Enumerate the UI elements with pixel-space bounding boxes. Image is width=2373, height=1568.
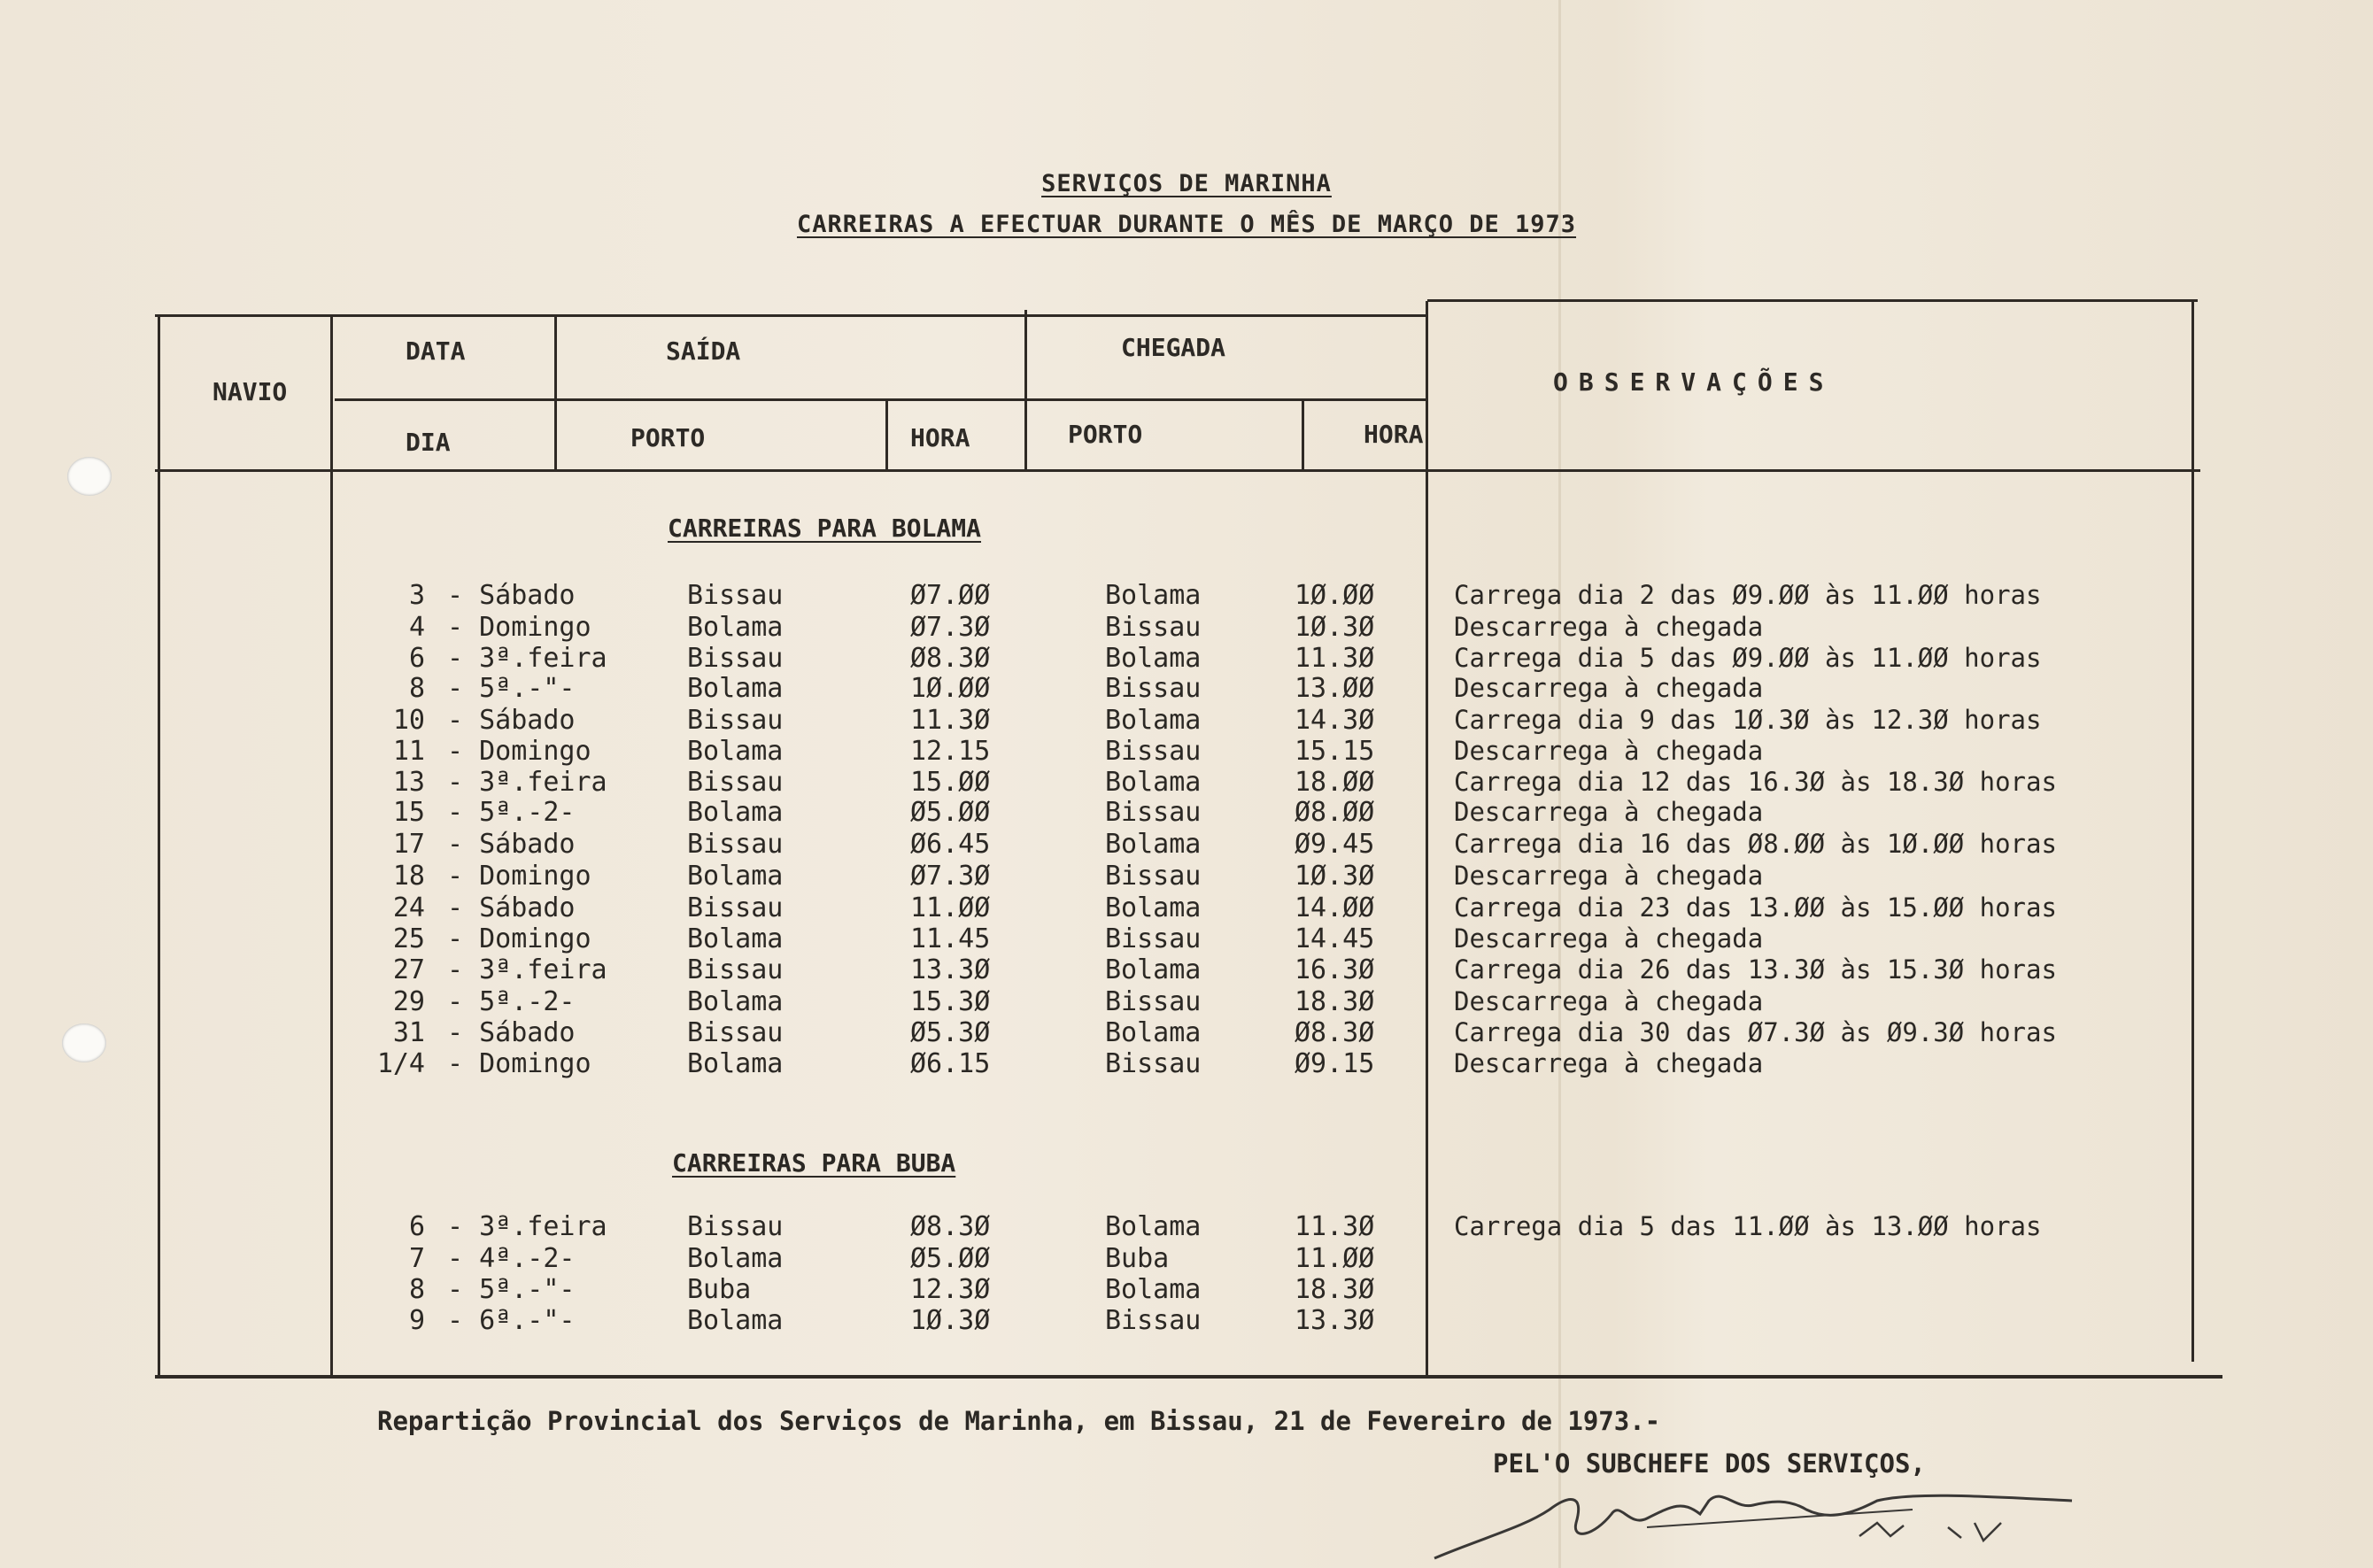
header-hora-chegada: HORA <box>1364 420 1424 449</box>
cell-saida-hora: Ø5.ØØ <box>910 1243 991 1274</box>
cell-chegada-hora: 18.3Ø <box>1295 986 1375 1017</box>
cell-obs: Descarrega à chegada <box>1454 797 1764 827</box>
cell-saida-porto: Bolama <box>687 1243 784 1274</box>
table-row <box>0 1017 2373 1049</box>
cell-chegada-hora: 1Ø.ØØ <box>1295 580 1375 611</box>
cell-day: - 6ª.-"- <box>447 1305 576 1336</box>
cell-saida-porto: Bolama <box>687 612 784 643</box>
cell-chegada-porto: Bissau <box>1105 1305 1202 1336</box>
cell-day: - Sábado <box>447 580 576 611</box>
cell-saida-porto: Bissau <box>687 892 784 923</box>
cell-day: - Domingo <box>447 1048 591 1079</box>
cell-saida-porto: Bolama <box>687 861 784 892</box>
cell-chegada-porto: Bolama <box>1105 892 1202 923</box>
cell-saida-hora: 1Ø.ØØ <box>910 673 991 704</box>
header-observacoes: OBSERVAÇÕES <box>1553 367 1835 397</box>
cell-obs: Carrega dia 23 das 13.ØØ às 15.ØØ horas <box>1454 892 2057 923</box>
cell-day: - Domingo <box>447 736 591 767</box>
cell-obs: Carrega dia 5 das 11.ØØ às 13.ØØ horas <box>1454 1211 2042 1241</box>
cell-saida-hora: 13.3Ø <box>910 954 991 985</box>
table-row <box>0 580 2373 612</box>
cell-saida-porto: Bolama <box>687 923 784 954</box>
cell-num: 10 <box>392 705 425 736</box>
footer-location-date: Repartição Provincial dos Serviços de Marinha, em Bissau, 21 de Fevereiro de 1973.- <box>377 1406 1661 1436</box>
section-title-bolama: CARREIRAS PARA BOLAMA <box>668 514 982 543</box>
cell-num: 4 <box>408 612 425 643</box>
cell-num: 1/4 <box>376 1048 425 1079</box>
cell-saida-hora: 11.3Ø <box>910 705 991 736</box>
cell-saida-hora: Ø6.15 <box>910 1048 991 1079</box>
table-row <box>0 1305 2373 1337</box>
cell-chegada-hora: Ø8.ØØ <box>1295 797 1375 828</box>
table-row <box>0 1274 2373 1306</box>
cell-day: - Sábado <box>447 705 576 736</box>
cell-num: 17 <box>392 829 425 860</box>
cell-day: - 3ª.feira <box>447 954 607 985</box>
cell-chegada-hora: 16.3Ø <box>1295 954 1375 985</box>
cell-chegada-porto: Bissau <box>1105 1048 1202 1079</box>
cell-saida-porto: Bolama <box>687 673 784 704</box>
cell-chegada-hora: 18.ØØ <box>1295 767 1375 798</box>
cell-saida-porto: Bolama <box>687 986 784 1017</box>
handwritten-signature <box>1417 1474 2090 1563</box>
cell-obs: Descarrega à chegada <box>1454 736 1764 766</box>
cell-num: 24 <box>392 892 425 923</box>
cell-saida-hora: 1Ø.3Ø <box>910 1305 991 1336</box>
cell-chegada-hora: Ø8.3Ø <box>1295 1017 1375 1048</box>
cell-saida-porto: Bissau <box>687 1017 784 1048</box>
cell-saida-hora: Ø7.ØØ <box>910 580 991 611</box>
table-row <box>0 612 2373 644</box>
cell-saida-porto: Bissau <box>687 767 784 798</box>
cell-saida-hora: Ø7.3Ø <box>910 612 991 643</box>
cell-day: - Domingo <box>447 923 591 954</box>
cell-saida-hora: Ø5.ØØ <box>910 797 991 828</box>
cell-chegada-hora: 1Ø.3Ø <box>1295 612 1375 643</box>
cell-chegada-porto: Bolama <box>1105 643 1202 674</box>
cell-chegada-porto: Bolama <box>1105 954 1202 985</box>
cell-saida-hora: 11.ØØ <box>910 892 991 923</box>
cell-saida-hora: 12.3Ø <box>910 1274 991 1305</box>
cell-obs: Carrega dia 2 das Ø9.ØØ às 11.ØØ horas <box>1454 580 2042 610</box>
cell-obs: Descarrega à chegada <box>1454 861 1764 891</box>
cell-day: - 3ª.feira <box>447 643 607 674</box>
cell-day: - Sábado <box>447 1017 576 1048</box>
punch-hole <box>67 457 112 496</box>
cell-num: 29 <box>392 986 425 1017</box>
header-porto-saida: PORTO <box>630 423 706 452</box>
cell-day: - 3ª.feira <box>447 767 607 798</box>
header-dia: DIA <box>406 428 451 457</box>
cell-saida-porto: Bissau <box>687 1211 784 1242</box>
cell-day: - Domingo <box>447 861 591 892</box>
table-row <box>0 923 2373 955</box>
cell-chegada-porto: Buba <box>1105 1243 1170 1274</box>
cell-obs: Descarrega à chegada <box>1454 986 1764 1016</box>
cell-chegada-hora: 18.3Ø <box>1295 1274 1375 1305</box>
cell-chegada-porto: Bolama <box>1105 767 1202 798</box>
cell-day: - Sábado <box>447 892 576 923</box>
cell-saida-porto: Bolama <box>687 1048 784 1079</box>
cell-chegada-porto: Bolama <box>1105 1274 1202 1305</box>
cell-day: - 5ª.-2- <box>447 986 576 1017</box>
cell-obs: Carrega dia 12 das 16.3Ø às 18.3Ø horas <box>1454 767 2057 797</box>
table-row <box>0 797 2373 829</box>
cell-chegada-hora: 11.ØØ <box>1295 1243 1375 1274</box>
cell-num: 13 <box>392 767 425 798</box>
table-row <box>0 986 2373 1018</box>
document-subtitle: CARREIRAS A EFECTUAR DURANTE O MÊS DE MARÇO DE 1973 <box>796 211 1577 238</box>
cell-chegada-porto: Bolama <box>1105 705 1202 736</box>
cell-chegada-porto: Bissau <box>1105 612 1202 643</box>
cell-num: 18 <box>392 861 425 892</box>
cell-chegada-hora: 13.ØØ <box>1295 673 1375 704</box>
cell-obs: Carrega dia 30 das Ø7.3Ø às Ø9.3Ø horas <box>1454 1017 2057 1047</box>
cell-num: 6 <box>408 643 425 674</box>
cell-num: 8 <box>408 1274 425 1305</box>
cell-obs: Carrega dia 26 das 13.3Ø às 15.3Ø horas <box>1454 954 2057 985</box>
cell-chegada-porto: Bissau <box>1105 923 1202 954</box>
cell-chegada-hora: 11.3Ø <box>1295 643 1375 674</box>
header-data: DATA <box>406 336 466 366</box>
cell-num: 31 <box>392 1017 425 1048</box>
cell-obs: Carrega dia 9 das 1Ø.3Ø às 12.3Ø horas <box>1454 705 2042 735</box>
header-chegada: CHEGADA <box>1121 333 1226 362</box>
cell-chegada-hora: 14.ØØ <box>1295 892 1375 923</box>
document-title: SERVIÇOS DE MARINHA <box>1041 170 1332 197</box>
table-row <box>0 1243 2373 1275</box>
table-row <box>0 1211 2373 1243</box>
table-row <box>0 954 2373 986</box>
table-row <box>0 705 2373 737</box>
cell-chegada-hora: 14.3Ø <box>1295 705 1375 736</box>
cell-obs: Descarrega à chegada <box>1454 1048 1764 1078</box>
cell-chegada-porto: Bissau <box>1105 861 1202 892</box>
cell-day: - 5ª.-"- <box>447 673 576 704</box>
cell-saida-porto: Bissau <box>687 643 784 674</box>
table-row <box>0 1048 2373 1080</box>
cell-saida-hora: Ø8.3Ø <box>910 1211 991 1242</box>
cell-saida-hora: 11.45 <box>910 923 991 954</box>
cell-saida-porto: Bissau <box>687 580 784 611</box>
header-porto-chegada: PORTO <box>1068 420 1143 449</box>
cell-chegada-hora: Ø9.15 <box>1295 1048 1375 1079</box>
cell-chegada-porto: Bissau <box>1105 736 1202 767</box>
cell-saida-hora: Ø8.3Ø <box>910 643 991 674</box>
cell-chegada-hora: 1Ø.3Ø <box>1295 861 1375 892</box>
cell-saida-porto: Bissau <box>687 829 784 860</box>
cell-chegada-hora: 13.3Ø <box>1295 1305 1375 1336</box>
cell-chegada-porto: Bolama <box>1105 829 1202 860</box>
cell-day: - 5ª.-"- <box>447 1274 576 1305</box>
cell-chegada-hora: 14.45 <box>1295 923 1375 954</box>
cell-num: 9 <box>408 1305 425 1336</box>
cell-saida-hora: Ø6.45 <box>910 829 991 860</box>
cell-chegada-porto: Bolama <box>1105 580 1202 611</box>
cell-saida-hora: 15.3Ø <box>910 986 991 1017</box>
cell-day: - Domingo <box>447 612 591 643</box>
cell-num: 25 <box>392 923 425 954</box>
header-hora-saida: HORA <box>910 423 970 452</box>
cell-obs: Carrega dia 5 das Ø9.ØØ às 11.ØØ horas <box>1454 643 2042 673</box>
cell-saida-porto: Bissau <box>687 705 784 736</box>
cell-saida-hora: 15.ØØ <box>910 767 991 798</box>
cell-saida-porto: Bolama <box>687 736 784 767</box>
section-title-buba: CARREIRAS PARA BUBA <box>672 1148 956 1178</box>
cell-saida-hora: 12.15 <box>910 736 991 767</box>
cell-saida-porto: Buba <box>687 1274 752 1305</box>
cell-obs: Carrega dia 16 das Ø8.ØØ às 1Ø.ØØ horas <box>1454 829 2057 859</box>
cell-num: 7 <box>408 1243 425 1274</box>
cell-day: - Sábado <box>447 829 576 860</box>
table-row <box>0 861 2373 892</box>
cell-saida-porto: Bolama <box>687 797 784 828</box>
cell-num: 15 <box>392 797 425 828</box>
cell-num: 6 <box>408 1211 425 1242</box>
cell-chegada-porto: Bolama <box>1105 1211 1202 1242</box>
cell-chegada-porto: Bissau <box>1105 986 1202 1017</box>
cell-saida-porto: Bolama <box>687 1305 784 1336</box>
footer-signatory: PEL'O SUBCHEFE DOS SERVIÇOS, <box>1493 1448 1926 1479</box>
cell-obs: Descarrega à chegada <box>1454 612 1764 642</box>
header-saida: SAÍDA <box>666 336 741 366</box>
table-row <box>0 829 2373 861</box>
cell-chegada-hora: Ø9.45 <box>1295 829 1375 860</box>
cell-saida-porto: Bissau <box>687 954 784 985</box>
header-navio: NAVIO <box>213 377 288 406</box>
cell-num: 11 <box>392 736 425 767</box>
cell-num: 27 <box>392 954 425 985</box>
table-row <box>0 736 2373 768</box>
cell-num: 8 <box>408 673 425 704</box>
cell-day: - 3ª.feira <box>447 1211 607 1242</box>
cell-chegada-porto: Bissau <box>1105 673 1202 704</box>
cell-day: - 5ª.-2- <box>447 797 576 828</box>
table-row <box>0 673 2373 705</box>
cell-chegada-porto: Bolama <box>1105 1017 1202 1048</box>
cell-num: 3 <box>408 580 425 611</box>
table-row <box>0 767 2373 799</box>
table-row <box>0 892 2373 924</box>
table-row <box>0 643 2373 675</box>
cell-chegada-porto: Bissau <box>1105 797 1202 828</box>
cell-day: - 4ª.-2- <box>447 1243 576 1274</box>
cell-chegada-hora: 11.3Ø <box>1295 1211 1375 1242</box>
cell-obs: Descarrega à chegada <box>1454 673 1764 703</box>
cell-saida-hora: Ø5.3Ø <box>910 1017 991 1048</box>
cell-chegada-hora: 15.15 <box>1295 736 1375 767</box>
cell-saida-hora: Ø7.3Ø <box>910 861 991 892</box>
cell-obs: Descarrega à chegada <box>1454 923 1764 954</box>
